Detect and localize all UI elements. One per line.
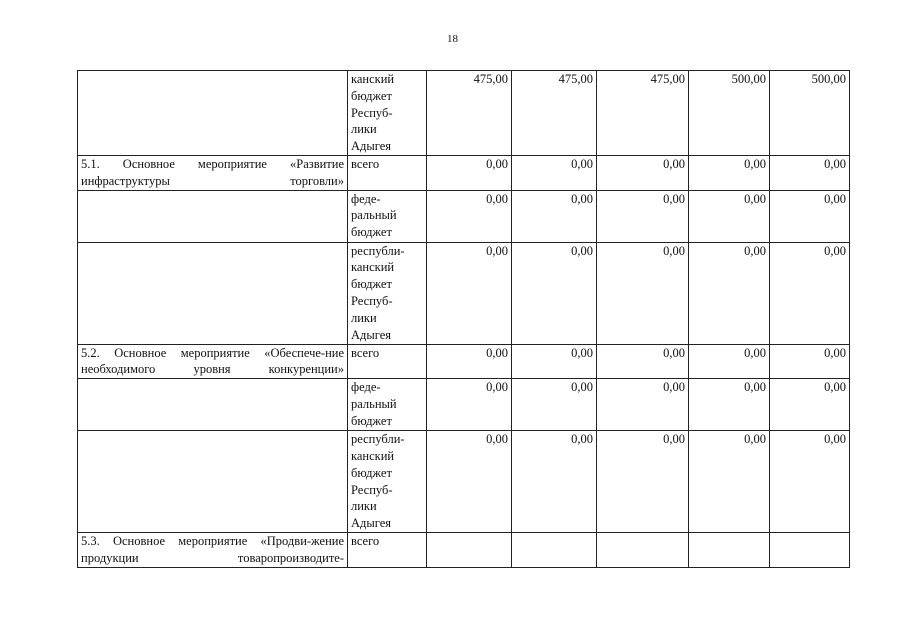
funding-source-cell: республи- канский бюджет Респуб- лики Адыгея	[348, 242, 427, 344]
activity-cell	[78, 242, 348, 344]
amount-cell: 0,00	[512, 156, 597, 191]
amount-cell: 0,00	[770, 431, 850, 533]
table-row	[78, 156, 850, 191]
activity-cell	[78, 71, 348, 156]
funding-source-cell: республи- канский бюджет Респуб- лики Адыгея	[348, 431, 427, 533]
amount-cell: 0,00	[427, 379, 512, 431]
amount-cell: 0,00	[770, 156, 850, 191]
table-row	[78, 431, 850, 533]
page-number: 18	[447, 33, 458, 45]
amount-cell: 0,00	[597, 379, 689, 431]
amount-cell: 475,00	[597, 71, 689, 156]
funding-source-cell: феде- ральный бюджет	[348, 190, 427, 242]
budget-table	[77, 70, 850, 568]
activity-cell	[78, 190, 348, 242]
funding-source-cell: феде- ральный бюджет	[348, 379, 427, 431]
amount-cell: 475,00	[512, 71, 597, 156]
table-row	[78, 71, 850, 156]
table-row	[78, 533, 850, 568]
table-row	[78, 242, 850, 344]
activity-cell: 5.1. Основное мероприятие «Развитие инфраструктуры торговли»	[78, 156, 348, 191]
amount-cell: 0,00	[770, 242, 850, 344]
funding-source-cell: канский бюджет Респуб- лики Адыгея	[348, 71, 427, 156]
amount-cell: 0,00	[689, 379, 770, 431]
amount-cell: 0,00	[427, 242, 512, 344]
amount-cell: 0,00	[427, 156, 512, 191]
amount-cell: 0,00	[597, 344, 689, 379]
amount-cell: 500,00	[689, 71, 770, 156]
amount-cell: 0,00	[689, 242, 770, 344]
amount-cell: 0,00	[427, 431, 512, 533]
amount-cell: 0,00	[597, 190, 689, 242]
amount-cell: 0,00	[770, 379, 850, 431]
amount-cell: 0,00	[689, 156, 770, 191]
table-row	[78, 344, 850, 379]
amount-cell: 475,00	[427, 71, 512, 156]
amount-cell	[512, 533, 597, 568]
amount-cell: 0,00	[427, 190, 512, 242]
amount-cell: 0,00	[597, 242, 689, 344]
amount-cell: 0,00	[597, 431, 689, 533]
funding-source-cell: всего	[348, 156, 427, 191]
amount-cell: 0,00	[597, 156, 689, 191]
amount-cell: 500,00	[770, 71, 850, 156]
activity-cell: 5.3. Основное мероприятие «Продви-жение продукции товаропроизводите-	[78, 533, 348, 568]
activity-cell	[78, 431, 348, 533]
amount-cell: 0,00	[689, 190, 770, 242]
funding-source-cell: всего	[348, 344, 427, 379]
activity-cell: 5.2. Основное мероприятие «Обеспече-ние необходимого уровня конкуренции»	[78, 344, 348, 379]
amount-cell: 0,00	[512, 379, 597, 431]
amount-cell: 0,00	[512, 242, 597, 344]
amount-cell: 0,00	[770, 344, 850, 379]
amount-cell	[770, 533, 850, 568]
amount-cell: 0,00	[512, 431, 597, 533]
amount-cell: 0,00	[427, 344, 512, 379]
amount-cell: 0,00	[770, 190, 850, 242]
amount-cell: 0,00	[689, 431, 770, 533]
funding-source-cell: всего	[348, 533, 427, 568]
amount-cell	[689, 533, 770, 568]
amount-cell: 0,00	[512, 344, 597, 379]
amount-cell: 0,00	[689, 344, 770, 379]
amount-cell	[427, 533, 512, 568]
amount-cell: 0,00	[512, 190, 597, 242]
amount-cell	[597, 533, 689, 568]
activity-cell	[78, 379, 348, 431]
table-row	[78, 190, 850, 242]
table-row	[78, 379, 850, 431]
